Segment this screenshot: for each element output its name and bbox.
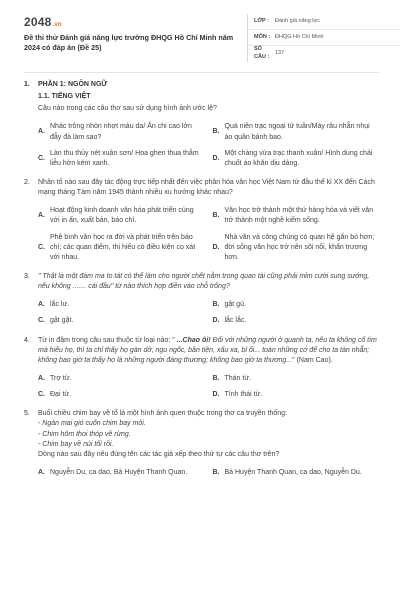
option-d[interactable]: [213, 390, 380, 400]
question-text-lead: Từ in đậm trong câu sau thuộc từ loại nào: ": [38, 336, 177, 344]
question-3-options: [38, 300, 379, 326]
option-c[interactable]: [38, 149, 205, 169]
question-1-options: [38, 122, 379, 169]
question-number: 4.: [24, 336, 30, 344]
option-letter: A.: [38, 301, 45, 309]
option-a[interactable]: [38, 206, 205, 226]
option-letter: C.: [38, 317, 45, 325]
meta-key: LỚP :: [254, 17, 269, 24]
meta-table: [247, 14, 400, 62]
site-logo[interactable]: [24, 14, 62, 31]
option-text: Bà Huyện Thanh Quan, ca dao, Nguyễn Du.: [224, 468, 362, 476]
option-letter: B.: [212, 374, 220, 382]
option-text: Một chàng vừa trạc thanh xuân/ Hình dung chải chuốt áo khăn dịu dàng.: [224, 149, 373, 167]
question-text: [38, 409, 379, 460]
option-text: Làn thu thủy nét xuân sơn/ Hoa ghen thua thắm liễu hờn kém xanh.: [50, 149, 199, 167]
poem-line: - Chim bay về núi tối rồi.: [38, 440, 114, 448]
logo-main: 2048: [24, 15, 52, 29]
option-text: Thán từ.: [224, 374, 251, 382]
poem-line: - Chim hôm thoi thóp về rừng.: [38, 430, 131, 438]
option-b[interactable]: [213, 468, 380, 478]
option-letter: D.: [212, 317, 220, 325]
option-text: gật gật.: [50, 317, 74, 325]
option-b[interactable]: [213, 206, 380, 226]
option-text: lắc lắc.: [224, 317, 247, 325]
meta-value: ĐHQG Hồ Chí Minh: [275, 33, 324, 40]
question-number: 3.: [24, 272, 30, 280]
meta-value: Đánh giá năng lực: [275, 17, 320, 24]
option-letter: D.: [212, 243, 220, 251]
question-list: [24, 80, 379, 478]
logo-suffix: .vn: [52, 22, 62, 28]
option-letter: C.: [38, 243, 45, 251]
question-3: [24, 272, 379, 327]
option-text: Phê bình văn học ra đời và phát triển trên báo chí; các quan điểm, thị hiếu có điều kiện cọ xát với nhau.: [50, 233, 196, 261]
question-text: Nhân tố nào sau đây tác động trực tiếp nhất đến việc phân hóa văn học Việt Nam từ đầu thế kỉ XX đến Cách mạng tháng Tám năm 1945 thành nhiều xu hướng khác nhau?: [38, 178, 375, 197]
question-text-intro: Buổi chiều chim bay về tổ là một hình ảnh quen thuộc trong thơ ca truyền thống:: [38, 410, 287, 418]
option-text: Đại từ.: [50, 391, 72, 399]
meta-row-class: [248, 14, 400, 30]
part-heading: [24, 80, 379, 90]
option-d[interactable]: [213, 316, 380, 326]
option-letter: A.: [38, 128, 45, 136]
option-text: Trợ từ.: [50, 374, 72, 382]
option-text: Nhà văn và công chúng có quan hệ gắn bó hơn; đời sống văn học trở nên sôi nổi, khẩn trương hơn.: [224, 233, 375, 261]
option-text: lắc lư.: [50, 301, 70, 309]
option-letter: A.: [38, 374, 45, 382]
question-2-options: [38, 206, 379, 263]
question-text: " Thật là một đám ma to tát có thể làm cho người chết nằm trong quan tài cũng phải mỉm cười sung sướng, nếu không ....... cái đầu" từ nào thích hợp điền vào chỗ trống?: [38, 272, 370, 291]
option-letter: B.: [212, 301, 220, 309]
option-text: gật gù.: [224, 301, 246, 309]
option-d[interactable]: [213, 149, 380, 169]
quoted-passage: Đối với những người ở quanh ta, nếu ta không cố tìm mà hiểu họ, thì ta chỉ thấy họ gàn dở, ngu ngốc, bần tiện, xấu xa, bỉ ổi... toàn những cớ để cho ta tàn nhẫn; không bao giờ ta thấy họ là những người đáng thương; không bao giờ ta thương...: [38, 336, 377, 364]
meta-value: 137: [275, 50, 285, 57]
option-d[interactable]: [213, 233, 380, 263]
option-letter: A.: [38, 212, 45, 220]
option-text: Nguyễn Du, ca dao, Bà Huyện Thanh Quan.: [50, 468, 188, 476]
question-4: [24, 336, 379, 401]
option-a[interactable]: [38, 300, 205, 310]
subsection-heading: 1.1. TIẾNG VIỆT: [38, 93, 91, 101]
meta-row-count: [248, 46, 400, 62]
highlighted-word: ...Chao ôi!: [176, 336, 211, 344]
page-header: [24, 14, 379, 62]
option-text: Tình thái từ.: [224, 391, 263, 399]
option-a[interactable]: [38, 122, 205, 142]
option-text: Nhác trông nhòn nhợt màu da/ Ăn chi cao lớn đẫy đà làm sao?: [50, 123, 192, 141]
question-text-source: " (Nam Cao).: [292, 356, 333, 364]
option-letter: B.: [212, 212, 220, 220]
option-letter: D.: [212, 391, 220, 399]
question-5-options: [38, 468, 379, 478]
question-4-options: [38, 374, 379, 400]
option-text: Văn học trở thành một thứ hàng hóa và viết văn trở thành một nghề kiếm sống.: [224, 207, 374, 225]
option-c[interactable]: [38, 316, 205, 326]
option-a[interactable]: [38, 374, 205, 384]
option-c[interactable]: [38, 390, 205, 400]
part-number: 1.: [24, 81, 30, 88]
option-text: Hoạt động kinh doanh văn hóa phát triển cùng với in ấn, xuất bản, báo chí.: [50, 207, 194, 225]
option-a[interactable]: [38, 468, 205, 478]
option-b[interactable]: [213, 374, 380, 384]
question-text-prompt: Dòng nào sau đây nêu đúng tên các tác giả xếp theo thứ tự các câu thơ trên?: [38, 450, 280, 458]
option-letter: B.: [212, 468, 220, 476]
option-text: Quá niên trạc ngoại tứ tuần/Mày râu nhẵn nhụi áo quần bảnh bao.: [224, 123, 370, 141]
part-title: PHẦN 1: NGÔN NGỮ: [38, 81, 108, 88]
question-5: [24, 409, 379, 478]
question-2: [24, 178, 379, 263]
option-b[interactable]: [213, 122, 380, 142]
option-b[interactable]: [213, 300, 380, 310]
document-title: Đề thi thử Đánh giá năng lực trường ĐHQG Hồ Chí Minh năm 2024 có đáp án (Đề 25): [24, 33, 234, 53]
option-c[interactable]: [38, 233, 205, 263]
option-letter: A.: [38, 468, 45, 476]
poem-line: - Ngàn mai gió cuốn chim bay mỏi.: [38, 420, 146, 428]
question-text: [38, 336, 379, 366]
option-letter: B.: [212, 128, 220, 136]
option-letter: D.: [212, 154, 220, 162]
header-divider: [24, 72, 379, 73]
question-1-text: Câu nào trong các câu thơ sau sử dụng hình ảnh ước lệ?: [38, 105, 217, 113]
option-letter: C.: [38, 154, 45, 162]
meta-row-subject: [248, 30, 400, 46]
option-letter: C.: [38, 391, 45, 399]
meta-key: MÔN :: [254, 33, 271, 40]
meta-key: SỐ CÂU :: [254, 46, 270, 60]
question-number: 5.: [24, 410, 30, 418]
question-number: 2.: [24, 178, 30, 186]
